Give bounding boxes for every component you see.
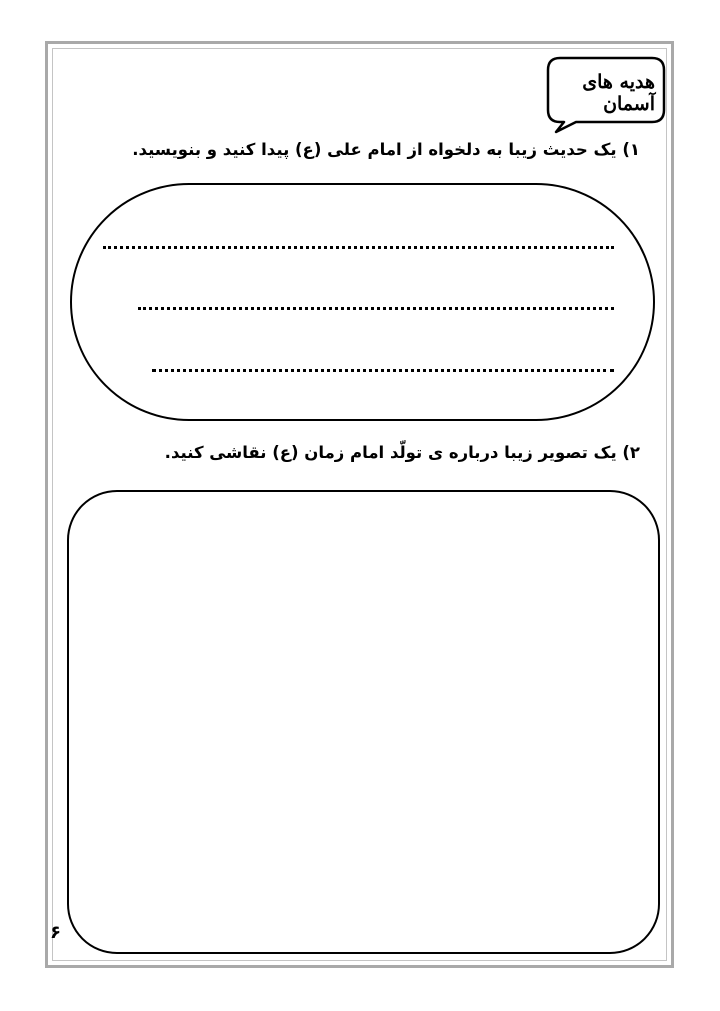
answer-line[interactable] xyxy=(152,369,614,372)
hadith-answer-box[interactable] xyxy=(70,183,655,421)
answer-line[interactable] xyxy=(103,246,614,249)
worksheet-title: هدیه های آسمان xyxy=(582,71,655,115)
answer-line[interactable] xyxy=(138,307,614,310)
drawing-area[interactable] xyxy=(67,490,660,954)
question-1: ۱) یک حدیث زیبا به دلخواه از امام علی (ع) پیدا کنید و بنویسید. xyxy=(132,140,640,159)
question-2: ۲) یک تصویر زیبا درباره ی تولّد امام زمان (ع) نقاشی کنید. xyxy=(164,443,640,462)
page-number: ۶ xyxy=(50,922,61,943)
